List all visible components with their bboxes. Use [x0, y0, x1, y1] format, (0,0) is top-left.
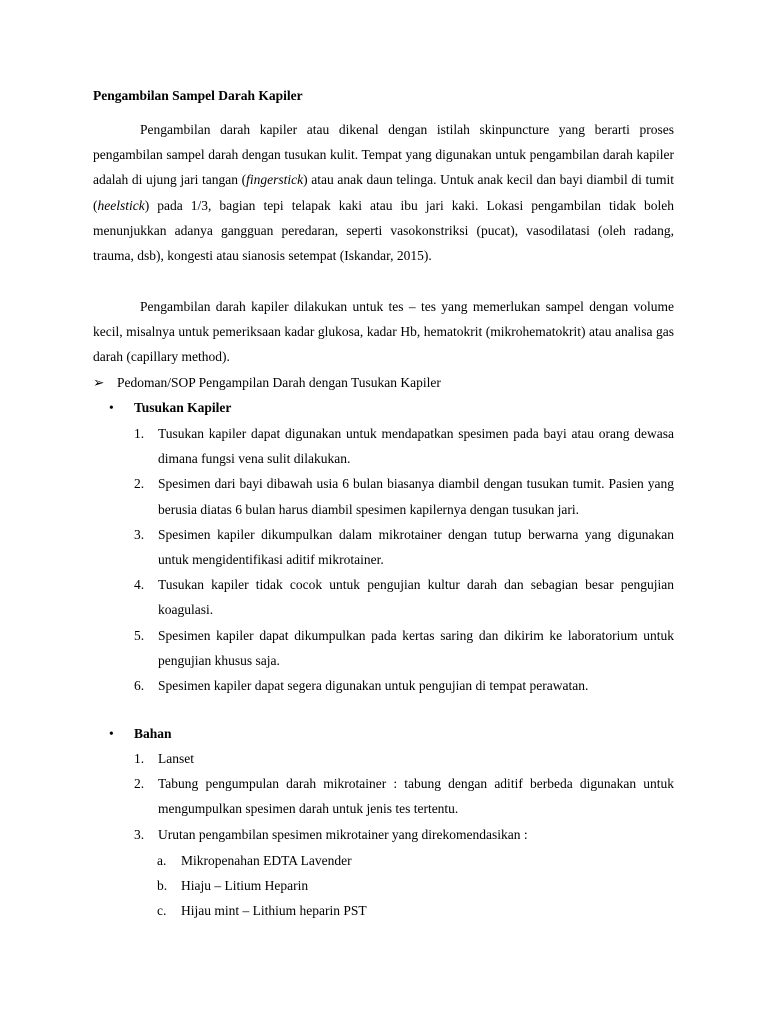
guideline-text: Pedoman/SOP Pengampilan Darah dengan Tusukan Kapiler	[117, 375, 441, 390]
list-item: a. Mikropenahan EDTA Lavender	[157, 853, 352, 868]
list-item: b. Hiaju – Litium Heparin	[157, 878, 309, 894]
list-item: 4. Tusukan kapiler tidak cocok untuk pengujian kultur darah dan sebagian besar pengujian koagulasi.	[134, 577, 674, 618]
paragraph-purpose-text: Pengambilan darah kapiler dilakukan untuk tes – tes yang memerlukan sampel dengan volume kecil, misalnya untuk pemeriksaan kadar glukosa, kadar Hb, hematokrit (mikrohematokrit) atau analisa gas darah (capillary method).	[93, 299, 674, 365]
section-heading-text: Bahan	[134, 726, 172, 741]
list-item: 3. Urutan pengambilan spesimen mikrotainer yang direkomendasikan :	[134, 826, 528, 842]
paragraph-purpose	[93, 294, 674, 370]
list-item: 5. Spesimen kapiler dapat dikumpulkan pada kertas saring dan dikirim ke laboratorium untuk pengujian khusus saja.	[134, 627, 674, 668]
bullet-icon: •	[109, 726, 114, 741]
section-heading-tusukan-kapiler	[109, 395, 669, 420]
paragraph-intro-text-e: ) pada 1/3, bagian tepi telapak kaki atau ibu jari kaki. Lokasi pengambilan tidak boleh menunjukkan adanya gangguan peredaran, seperti vasokonstriksi (pucat), vasodilatasi (oleh radang, trauma, dsb), kongesti atau sianosis setempat (Iskandar, 2015).	[93, 197, 674, 264]
term-fingerstick: fingerstick	[246, 172, 304, 188]
list-item: 1. Lanset	[134, 751, 194, 766]
list-item: 3. Spesimen kapiler dikumpulkan dalam mikrotainer dengan tutup berwarna yang digunakan untuk mengidentifikasi aditif mikrotainer.	[134, 526, 674, 568]
paragraph-intro	[93, 117, 674, 268]
list-item: c. Hijau mint – Lithium heparin PST	[157, 903, 367, 919]
term-heelstick: heelstick	[97, 197, 145, 213]
section-heading-bahan	[109, 721, 669, 746]
numbered-list-bahan	[134, 746, 674, 847]
list-item: 1. Tusukan kapiler dapat digunakan untuk mendapatkan spesimen pada bayi atau orang dewasa dimana fungsi vena sulit dilakukan.	[134, 426, 674, 467]
numbered-list-tusukan	[134, 421, 674, 698]
list-item: 2. Spesimen dari bayi dibawah usia 6 bulan biasanya diambil dengan tusukan tumit. Pasien yang berusia diatas 6 bulan harus diambil spesimen kapilernya dengan tusukan jari.	[134, 476, 674, 517]
bullet-icon: •	[109, 400, 114, 415]
list-item: 2. Tabung pengumpulan darah mikrotainer : tabung dengan aditif berbeda digunakan untuk mengumpulkan spesimen darah untuk jenis tes tertentu.	[134, 776, 674, 817]
lettered-list-order	[157, 848, 674, 924]
page-title: Pengambilan Sampel Darah Kapiler	[93, 88, 303, 103]
arrow-bullet-icon: ➢	[93, 375, 105, 390]
paragraph-intro-text-c: ) atau anak daun telinga. Untuk anak kecil dan bayi diambil di tumit (	[93, 172, 674, 213]
guideline-item	[93, 370, 674, 395]
list-item: 6. Spesimen kapiler dapat segera digunakan untuk pengujian di tempat perawatan.	[134, 678, 589, 694]
section-heading-text: Tusukan Kapiler	[134, 400, 232, 415]
paragraph-intro-text-a: Pengambilan darah kapiler atau dikenal dengan istilah skinpuncture yang berarti proses pengambilan sampel darah dengan tusukan kulit. Tempat yang digunakan untuk pengambilan darah kapiler adalah di ujung jari tangan (	[93, 122, 674, 188]
